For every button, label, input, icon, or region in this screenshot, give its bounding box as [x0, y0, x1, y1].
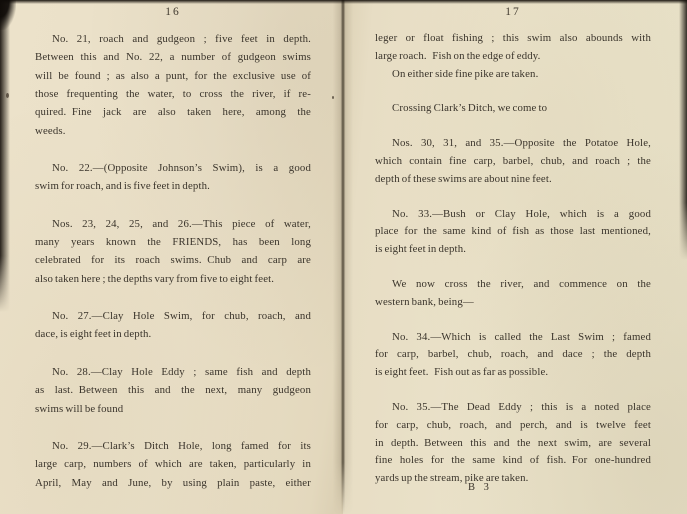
- paragraph-continuation: [375, 30, 651, 66]
- left-page-text: [35, 30, 311, 492]
- text-line: leger or float fishing ; this swim also abounds with: [375, 32, 651, 44]
- paragraph-no-27: [35, 307, 311, 344]
- text-line: also taken here ; the depths vary from five to eight feet.: [35, 272, 275, 285]
- paragraph-no-22: [35, 159, 311, 196]
- text-line: celebrated for its roach swims. Chub and carp are: [35, 254, 311, 267]
- paragraph-no-29: [35, 437, 311, 492]
- text-line: dace, is eight feet in depth.: [35, 328, 152, 341]
- text-line: No. 22.—(Opposite Johnson’s Swim), is a good: [52, 162, 311, 175]
- text-line: large carp, numbers of which are taken, particularly in: [35, 458, 311, 471]
- scan-edge-right: [679, 0, 687, 260]
- text-line: is eight feet. Fish out as far as possible.: [375, 366, 549, 379]
- text-line: No. 21, roach and gudgeon ; five feet in depth.: [52, 33, 311, 45]
- text-line: is eight feet in depth.: [375, 243, 467, 256]
- left-page: [0, 0, 343, 514]
- text-line: Between this and No. 22, a number of gudgeon swims: [35, 51, 311, 64]
- paragraph-no-35: [375, 399, 651, 488]
- text-line: Nos. 23, 24, 25, and 26.—This piece of water,: [52, 217, 311, 230]
- text-line: place for the same kind of fish as those last mentioned,: [375, 225, 651, 238]
- scan-corner-shadow: [0, 0, 16, 30]
- text-line: Crossing Clark’s Ditch, we come to: [392, 102, 548, 115]
- text-line: western bank, being—: [375, 295, 474, 308]
- text-line: will be found ; as also a punt, for the exclusive use of: [35, 69, 311, 82]
- right-page: [343, 0, 687, 514]
- text-line: depth of these swims are about nine feet.: [375, 172, 552, 185]
- text-line: swim for roach, and is five feet in depth.: [35, 180, 210, 193]
- text-line: those frequenting the water, to cross the river, if re-: [35, 88, 311, 101]
- paragraph-cross-river: [375, 276, 651, 312]
- paragraph-no-28: [35, 363, 311, 418]
- text-line: in depth. Between this and the next swim, are several: [375, 436, 651, 449]
- text-line: fine holes for the same kind of fish. For one-hundred: [375, 454, 651, 467]
- text-line: quired. Fine jack are also taken here, among the: [35, 106, 311, 119]
- ink-speck: [332, 96, 334, 99]
- paragraph-pike: [375, 66, 651, 84]
- text-line: April, May and June, by using plain paste, either: [35, 476, 311, 489]
- signature-mark: B 3: [468, 482, 492, 493]
- text-line: for carp, barbel, chub, roach, and dace ; the depth: [375, 348, 651, 361]
- text-line: many years known the FRIENDS, has been long: [35, 236, 311, 249]
- ink-speck: [6, 93, 9, 98]
- text-line: which contain fine carp, barbel, chub, and roach ; the: [375, 154, 651, 167]
- text-line: No. 28.—Clay Hole Eddy ; same fish and depth: [52, 365, 311, 378]
- text-line: Nos. 30, 31, and 35.—Opposite the Potatoe Hole,: [392, 137, 651, 150]
- text-line: No. 35.—The Dead Eddy ; this is a noted place: [392, 400, 651, 413]
- text-line: for carp, chub, roach, and perch, and is twelve feet: [375, 418, 651, 431]
- text-line: We now cross the river, and commence on the: [392, 277, 651, 290]
- text-line: swims will be found: [35, 402, 124, 415]
- text-line: yards up the stream, pike are taken.: [375, 472, 529, 485]
- text-line: No. 29.—Clark’s Ditch Hole, long famed for its: [52, 439, 311, 452]
- right-page-text: [375, 30, 651, 488]
- paragraph-nos-23-26: [35, 215, 311, 288]
- text-line: as last. Between this and the next, many gudgeon: [35, 384, 311, 397]
- paragraph-no-33: [375, 206, 651, 259]
- paragraph-no-21: [35, 30, 311, 140]
- scan-edge-left: [0, 0, 10, 312]
- text-line: No. 27.—Clay Hole Swim, for chub, roach, and: [52, 310, 311, 323]
- page-number-right: 17: [505, 6, 521, 18]
- text-line: No. 33.—Bush or Clay Hole, which is a good: [392, 207, 651, 220]
- paragraph-crossing-ditch: [375, 100, 651, 118]
- scan-edge-top: [0, 0, 687, 4]
- page-number-left: 16: [165, 6, 181, 18]
- paragraph-no-34: [375, 329, 651, 382]
- text-line: large roach. Fish on the edge of eddy.: [375, 49, 541, 62]
- paragraph-nos-30-31-35: [375, 135, 651, 188]
- text-line: No. 34.—Which is called the Last Swim ; famed: [392, 330, 651, 343]
- text-line: weeds.: [35, 124, 66, 137]
- text-line: On either side fine pike are taken.: [392, 67, 539, 80]
